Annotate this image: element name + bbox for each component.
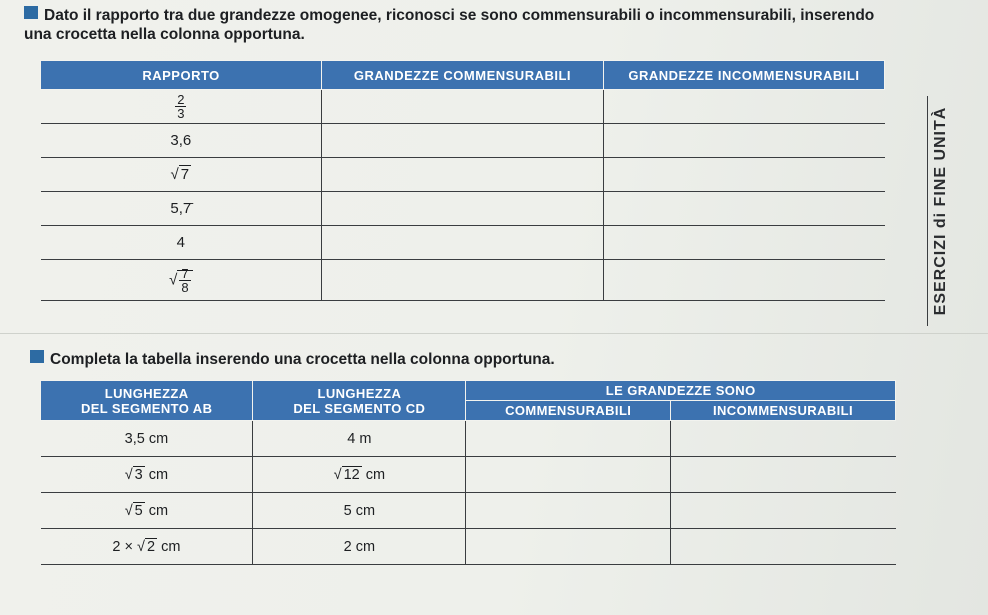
ratio-value: 3,6 — [41, 124, 322, 158]
incommensurable-cell[interactable] — [671, 421, 896, 457]
commensurable-cell[interactable] — [466, 457, 671, 493]
commensurable-cell[interactable] — [466, 529, 671, 565]
commensurable-cell[interactable] — [322, 226, 604, 260]
section-divider — [0, 333, 988, 334]
segment-ab-length: √ 3 cm — [41, 457, 253, 493]
ratio-value: $\frac{2}{3}$ — [41, 90, 322, 124]
table-row — [41, 421, 896, 457]
incommensurable-cell[interactable] — [603, 192, 884, 226]
table-row — [41, 226, 885, 260]
table-row — [41, 124, 885, 158]
table-row — [41, 192, 885, 226]
table-row — [41, 493, 896, 529]
incommensurable-cell[interactable] — [603, 124, 884, 158]
header-ratio: RAPPORTO — [41, 61, 322, 90]
commensurable-cell[interactable] — [466, 493, 671, 529]
commensurable-cell[interactable] — [322, 124, 604, 158]
side-tab: ESERCIZI di FINE UNITÀ — [927, 96, 954, 326]
header-commensurable: COMMENSURABILI — [466, 401, 671, 421]
table-row — [41, 158, 885, 192]
segment-cd-length: 2 cm — [253, 529, 466, 565]
exercise-number-badge — [24, 6, 38, 19]
table-row — [41, 260, 885, 301]
header-segment-ab: LUNGHEZZA DEL SEGMENTO AB — [41, 381, 253, 421]
table-row — [41, 90, 885, 124]
incommensurable-cell[interactable] — [603, 226, 884, 260]
segment-ab-length: 2 × √ 2 cm — [41, 529, 253, 565]
header-segment-cd: LUNGHEZZA DEL SEGMENTO CD — [253, 381, 466, 421]
header-incommensurable: GRANDEZZE INCOMMENSURABILI — [603, 61, 884, 90]
segments-table — [40, 380, 896, 565]
commensurable-cell[interactable] — [322, 260, 604, 301]
commensurable-cell[interactable] — [322, 192, 604, 226]
ratio-value: 5,7̄ — [41, 192, 322, 226]
ratio-value: √ 7 — [41, 158, 322, 192]
incommensurable-cell[interactable] — [603, 158, 884, 192]
segment-cd-length: 4 m — [253, 421, 466, 457]
header-incommensurable: INCOMMENSURABILI — [671, 401, 896, 421]
table-row — [41, 529, 896, 565]
ratio-table — [40, 60, 885, 301]
incommensurable-cell[interactable] — [603, 90, 884, 124]
incommensurable-cell[interactable] — [671, 493, 896, 529]
exercise-2-prompt: Completa la tabella inserendo una crocetta nella colonna opportuna. — [30, 350, 555, 369]
exercise-1-prompt: Dato il rapporto tra due grandezze omogenee, riconosci se sono commensurabili o incommensurabili, inserendo una crocetta nella colonna opportuna. — [24, 7, 875, 43]
commensurable-cell[interactable] — [322, 158, 604, 192]
header-commensurable: GRANDEZZE COMMENSURABILI — [322, 61, 604, 90]
header-group: LE GRANDEZZE SONO — [466, 381, 896, 401]
ratio-value: 4 — [41, 226, 322, 260]
segment-cd-length: 5 cm — [253, 493, 466, 529]
commensurable-cell[interactable] — [466, 421, 671, 457]
incommensurable-cell[interactable] — [671, 457, 896, 493]
table-row — [41, 457, 896, 493]
segment-ab-length: √ 5 cm — [41, 493, 253, 529]
incommensurable-cell[interactable] — [603, 260, 884, 301]
ratio-value: √ $\frac{7}{8}$ — [41, 260, 322, 301]
exercise-number-badge — [30, 350, 44, 363]
segment-ab-length: 3,5 cm — [41, 421, 253, 457]
incommensurable-cell[interactable] — [671, 529, 896, 565]
commensurable-cell[interactable] — [322, 90, 604, 124]
segment-cd-length: √ 12 cm — [253, 457, 466, 493]
